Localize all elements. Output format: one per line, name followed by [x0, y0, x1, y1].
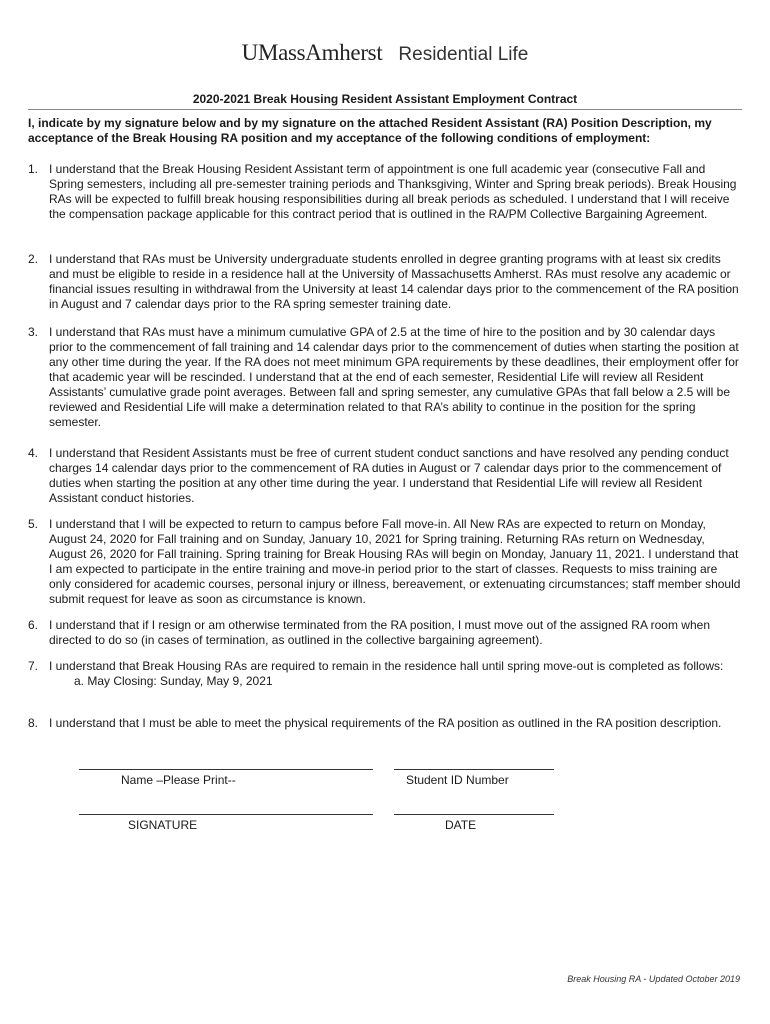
contract-item-1 [28, 162, 742, 222]
item-text: I understand that I must be able to meet the physical requirements of the RA position as outlined in the RA position description. [49, 716, 722, 730]
signature-label: SIGNATURE [128, 818, 198, 832]
item-number: 2. [28, 252, 39, 266]
intro-paragraph: I, indicate by my signature below and by my signature on the attached Resident Assistant (RA) Position Description, my acceptance of the Break Housing RA position and my acceptance of the following conditions of employment: [28, 116, 712, 145]
date-label: DATE [445, 818, 477, 832]
contract-item-8 [28, 716, 742, 731]
date-line[interactable] [394, 814, 554, 815]
student-id-signature-line[interactable] [394, 769, 554, 770]
umass-logo [0, 40, 770, 66]
item-text: I understand that RAs must be University undergraduate students enrolled in degree granting programs with at least six credits and must be eligible to reside in a residence hall at the University of Massachusetts Amherst. RAs must resolve any academic or financial issues resulting in withdrawal from the University at least 14 calendar days prior to the commencement of the RA position in August and 7 calendar days prior to the RA spring semester training date. [49, 252, 739, 311]
item-text: I understand that the Break Housing Resident Assistant term of appointment is one full academic year (consecutive Fall and Spring semesters, including all pre-semester training periods and Thanksgiving, Winter and Spring break periods). Break Housing RAs will be expected to fulfill break housing responsibilities during all break periods as scheduled. I understand that I will receive the compensation package applicable for this contract period that is outlined in the RA/PM Collective Bargaining Agreement. [49, 162, 737, 221]
footer-note: Break Housing RA - Updated October 2019 [567, 974, 740, 984]
student-id-label: Student ID Number [406, 773, 509, 787]
item-number: 4. [28, 446, 39, 460]
item-number: 5. [28, 517, 39, 531]
contract-item-2 [28, 252, 742, 312]
contract-item-4 [28, 446, 742, 506]
contract-item-5 [28, 517, 742, 607]
name-label: Name –Please Print-- [121, 773, 236, 787]
item-number: 8. [28, 716, 39, 730]
contract-item-3 [28, 325, 742, 430]
logo-main-text: UMassAmherst [241, 40, 383, 65]
item-text: I understand that RAs must have a minimum cumulative GPA of 2.5 at the time of hire to the position and by 30 calendar days prior to the commencement of fall training and 14 calendar days prior to the commencement of duties when starting the position at any other time during the year. If the RA does not meet minimum GPA requirements by these deadlines, their employment offer for that academic year will be rescinded. I understand that at the end of each semester, Residential Life will review all Resident Assistants’ cumulative grade point averages. Between fall and spring semester, any cumulative GPAs that fall below a 2.5 will be reviewed and Residential Life will make a determination related to that RA’s ability to continue in the position for the spring semester. [49, 325, 739, 429]
contract-item-6 [28, 618, 742, 648]
item-number: 7. [28, 659, 39, 673]
item-number: 6. [28, 618, 39, 632]
item-number: 1. [28, 162, 39, 176]
name-signature-line[interactable] [79, 769, 373, 770]
logo-sub-text: Residential Life [398, 44, 529, 65]
item-text: I understand that Break Housing RAs are required to remain in the residence hall until spring move-out is completed as follows: [49, 659, 724, 673]
item-text: I understand that Resident Assistants must be free of current student conduct sanctions and have resolved any pending conduct charges 14 calendar days prior to the commencement of RA duties in August or 7 calendar days prior to the commencement of duties when starting the position at any other time during the year. I understand that Residential Life will review all Resident Assistant conduct histories. [49, 446, 729, 505]
document-title: 2020-2021 Break Housing Resident Assistant Employment Contract [192, 92, 578, 106]
item-subpoint: a. May Closing: Sunday, May 9, 2021 [74, 674, 273, 688]
title-divider [28, 109, 742, 110]
item-number: 3. [28, 325, 39, 339]
contract-item-7 [28, 659, 742, 689]
item-text: I understand that I will be expected to return to campus before Fall move-in. All New RAs are expected to return on Monday, August 24, 2020 for Fall training and on Sunday, January 10, 2021 for Spring training. Returning RAs return on Wednesday, August 26, 2020 for Fall training. Spring training for Break Housing RAs will begin on Monday, January 11, 2021. I understand that I am expected to participate in the entire training and move-in period prior to the start of classes. Requests to miss training are only considered for academic courses, personal injury or illness, bereavement, or extenuating circumstances; staff member should submit request for leave as soon as circumstance is known. [49, 517, 741, 606]
signature-line[interactable] [79, 814, 373, 815]
item-text: I understand that if I resign or am otherwise terminated from the RA position, I must move out of the assigned RA room when directed to do so (in cases of termination, as outlined in the collective bargaining agreement). [49, 618, 710, 647]
